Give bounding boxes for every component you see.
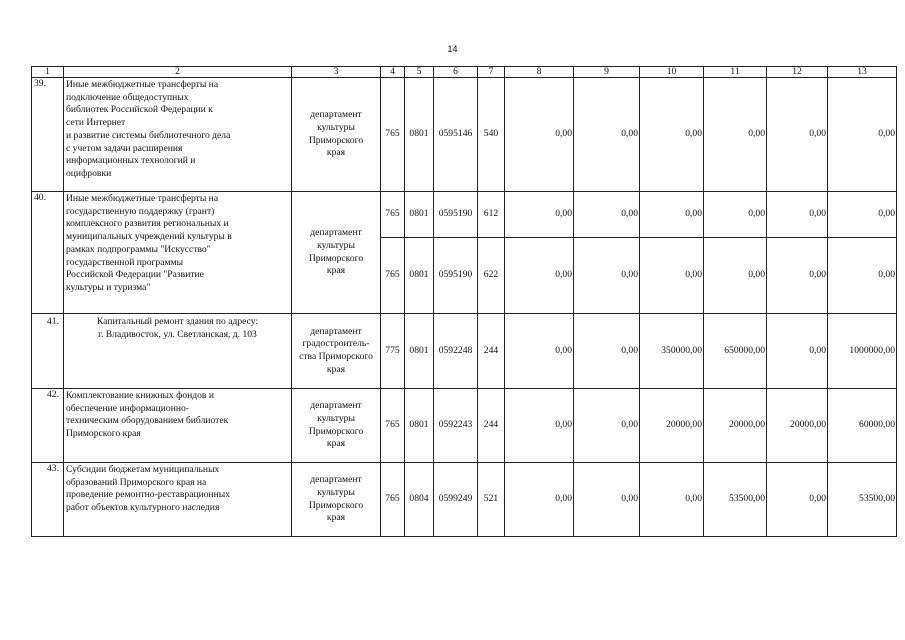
- header-cell: 10: [640, 67, 704, 78]
- header-cell: 3: [292, 67, 381, 78]
- row-number: 41.: [32, 314, 64, 389]
- cell-c9: 0,00: [574, 78, 640, 192]
- row-executor: департамент культуры Приморского края: [292, 192, 381, 314]
- header-cell: 1: [32, 67, 64, 78]
- cell-c10: 0,00: [640, 238, 704, 314]
- row-name: Комплектование книжных фондов и обеспечение информационно- техническим оборудованием библиотек Приморского края: [64, 389, 292, 463]
- cell-c5: 0801: [405, 192, 434, 238]
- cell-c5: 0801: [405, 314, 434, 389]
- cell-c7: 521: [478, 463, 505, 537]
- cell-c13: 0,00: [828, 238, 897, 314]
- header-cell: 6: [434, 67, 478, 78]
- cell-c8: 0,00: [505, 192, 574, 238]
- cell-c12: 0,00: [767, 314, 828, 389]
- cell-c12: 0,00: [767, 192, 828, 238]
- cell-c8: 0,00: [505, 463, 574, 537]
- header-cell: 5: [405, 67, 434, 78]
- row-name: Иные межбюджетные трансферты на государственную поддержку (грант) комплексного развития региональных и муниципальных учреждений культуры в рамках подпрограммы "Искусство" государственной программы Российской Федерации "Развитие культуры и туризма": [64, 192, 292, 314]
- cell-c10: 350000,00: [640, 314, 704, 389]
- cell-c4: 765: [381, 238, 405, 314]
- header-cell: 8: [505, 67, 574, 78]
- row-number: 43.: [32, 463, 64, 537]
- row-executor: департамент градостроитель- ства Приморского края: [292, 314, 381, 389]
- cell-c4: 765: [381, 463, 405, 537]
- cell-c7: 540: [478, 78, 505, 192]
- cell-c7: 244: [478, 389, 505, 463]
- cell-c10: 0,00: [640, 463, 704, 537]
- row-executor: департамент культуры Приморского края: [292, 389, 381, 463]
- cell-c9: 0,00: [574, 314, 640, 389]
- budget-table: [31, 66, 897, 537]
- cell-c12: 0,00: [767, 463, 828, 537]
- table-row: [32, 192, 897, 238]
- cell-c13: 60000,00: [828, 389, 897, 463]
- cell-c11: 0,00: [704, 78, 767, 192]
- cell-c10: 0,00: [640, 192, 704, 238]
- cell-c11: 0,00: [704, 192, 767, 238]
- row-executor: департамент культуры Приморского края: [292, 78, 381, 192]
- cell-c5: 0801: [405, 238, 434, 314]
- cell-c6: 0592248: [434, 314, 478, 389]
- table-row: [32, 314, 897, 389]
- row-number: 42.: [32, 389, 64, 463]
- cell-c6: 0595190: [434, 192, 478, 238]
- row-number: 40.: [32, 192, 64, 314]
- cell-c8: 0,00: [505, 78, 574, 192]
- cell-c11: 53500,00: [704, 463, 767, 537]
- cell-c4: 775: [381, 314, 405, 389]
- cell-c5: 0801: [405, 78, 434, 192]
- cell-c12: 0,00: [767, 78, 828, 192]
- cell-c13: 1000000,00: [828, 314, 897, 389]
- row-name: Иные межбюджетные трансферты на подключение общедоступных библиотек Российской Федерации к сети Интернет и развитие системы библиотечного дела с учетом задачи расширения информационных технологий и оцифровки: [64, 78, 292, 192]
- cell-c11: 0,00: [704, 238, 767, 314]
- row-executor: департамент культуры Приморского края: [292, 463, 381, 537]
- cell-c13: 53500,00: [828, 463, 897, 537]
- cell-c4: 765: [381, 192, 405, 238]
- cell-c9: 0,00: [574, 192, 640, 238]
- cell-c8: 0,00: [505, 238, 574, 314]
- header-cell: 13: [828, 67, 897, 78]
- table-row: [32, 389, 897, 463]
- row-name: Капитальный ремонт здания по адресу: г. Владивосток, ул. Светланская, д. 103: [64, 314, 292, 389]
- cell-c7: 622: [478, 238, 505, 314]
- row-number: 39.: [32, 78, 64, 192]
- cell-c11: 20000,00: [704, 389, 767, 463]
- cell-c9: 0,00: [574, 463, 640, 537]
- cell-c5: 0801: [405, 389, 434, 463]
- page-number: 14: [447, 44, 458, 54]
- cell-c12: 20000,00: [767, 389, 828, 463]
- cell-c5: 0804: [405, 463, 434, 537]
- cell-c12: 0,00: [767, 238, 828, 314]
- cell-c6: 0599249: [434, 463, 478, 537]
- table-row: [32, 78, 897, 192]
- header-cell: 4: [381, 67, 405, 78]
- cell-c4: 765: [381, 78, 405, 192]
- header-row: [32, 67, 897, 78]
- cell-c8: 0,00: [505, 389, 574, 463]
- table-row: [32, 463, 897, 537]
- cell-c7: 244: [478, 314, 505, 389]
- cell-c13: 0,00: [828, 78, 897, 192]
- cell-c7: 612: [478, 192, 505, 238]
- cell-c10: 0,00: [640, 78, 704, 192]
- cell-c11: 650000,00: [704, 314, 767, 389]
- cell-c8: 0,00: [505, 314, 574, 389]
- cell-c4: 765: [381, 389, 405, 463]
- row-name: Субсидии бюджетам муниципальных образований Приморского края на проведение ремонтно-реставрационных работ объектов культурного наследия: [64, 463, 292, 537]
- header-cell: 12: [767, 67, 828, 78]
- header-cell: 2: [64, 67, 292, 78]
- header-cell: 9: [574, 67, 640, 78]
- cell-c6: 0592243: [434, 389, 478, 463]
- cell-c6: 0595146: [434, 78, 478, 192]
- cell-c9: 0,00: [574, 389, 640, 463]
- cell-c6: 0595190: [434, 238, 478, 314]
- header-cell: 7: [478, 67, 505, 78]
- header-cell: 11: [704, 67, 767, 78]
- cell-c13: 0,00: [828, 192, 897, 238]
- cell-c9: 0,00: [574, 238, 640, 314]
- cell-c10: 20000,00: [640, 389, 704, 463]
